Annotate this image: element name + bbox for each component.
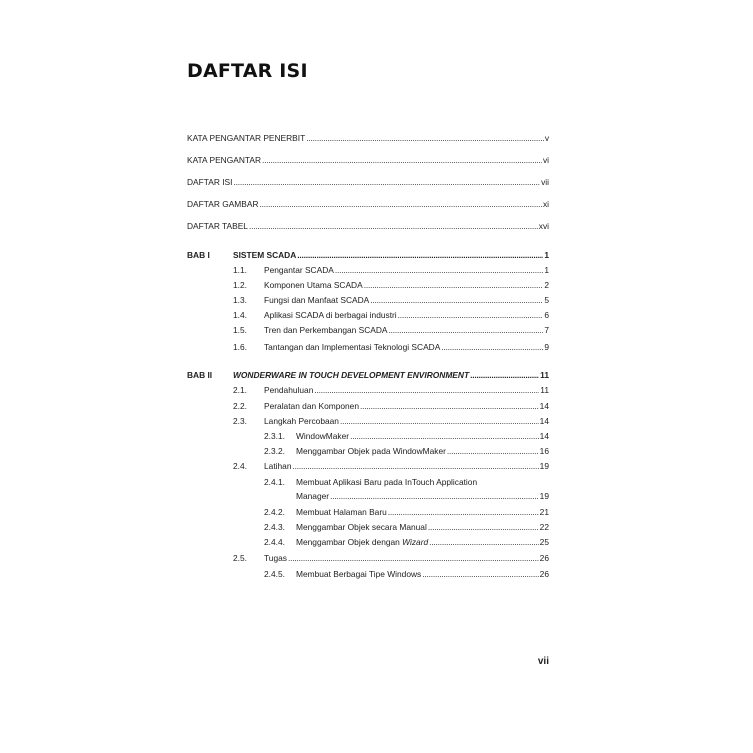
section-number: 1.1. bbox=[233, 265, 247, 275]
section-page: 6 bbox=[544, 310, 549, 320]
leader-dots bbox=[447, 444, 539, 458]
section-page: 2 bbox=[544, 280, 549, 290]
section-page: 26 bbox=[539, 553, 549, 563]
entry-text: KATA PENGANTAR PENERBIT bbox=[187, 133, 306, 143]
leader-dots bbox=[429, 535, 539, 549]
section-number: 1.5. bbox=[233, 325, 247, 335]
toc-section[interactable] bbox=[187, 383, 549, 397]
toc-section[interactable] bbox=[187, 340, 549, 354]
toc-chapter-bab2[interactable] bbox=[187, 368, 549, 382]
section-title: Pendahuluan bbox=[264, 385, 314, 395]
section-title: Tantangan dan Implementasi Teknologi SCADA bbox=[264, 342, 441, 352]
subsection-number: 2.4.1. bbox=[264, 477, 285, 487]
section-title: Langkah Percobaan bbox=[264, 416, 339, 426]
chapter-page: 11 bbox=[540, 370, 549, 380]
entry-text: DAFTAR ISI bbox=[187, 177, 233, 187]
chapter-title: WONDERWARE IN TOUCH DEVELOPMENT ENVIRONMENT bbox=[233, 370, 470, 380]
leader-dots bbox=[470, 368, 539, 382]
section-number: 2.2. bbox=[233, 401, 247, 411]
leader-dots bbox=[233, 175, 540, 189]
leader-dots bbox=[350, 429, 539, 443]
entry-page: v bbox=[544, 133, 549, 143]
section-title: Komponen Utama SCADA bbox=[264, 280, 363, 290]
section-title: Latihan bbox=[264, 461, 292, 471]
section-title: Aplikasi SCADA di berbagai industri bbox=[264, 310, 397, 320]
toc-subsection-continued[interactable] bbox=[187, 489, 549, 503]
toc-section[interactable] bbox=[187, 308, 549, 322]
subsection-title: Membuat Berbagai Tipe Windows bbox=[296, 569, 422, 579]
entry-text: DAFTAR GAMBAR bbox=[187, 199, 259, 209]
toc-entry-front[interactable] bbox=[187, 131, 549, 145]
toc-section[interactable] bbox=[187, 278, 549, 292]
toc-section[interactable] bbox=[187, 414, 549, 428]
entry-text: KATA PENGANTAR bbox=[187, 155, 261, 165]
section-title: Peralatan dan Komponen bbox=[264, 401, 359, 411]
subsection-number: 2.4.2. bbox=[264, 507, 285, 517]
subsection-title: Menggambar Objek secara Manual bbox=[296, 522, 427, 532]
section-number: 1.4. bbox=[233, 310, 247, 320]
subsection-title: Menggambar Objek pada WindowMaker bbox=[296, 446, 446, 456]
leader-dots bbox=[288, 551, 539, 565]
toc-entry-front[interactable] bbox=[187, 197, 549, 211]
section-page: 9 bbox=[544, 342, 549, 352]
leader-dots bbox=[364, 278, 544, 292]
leader-dots bbox=[428, 520, 539, 534]
leader-dots bbox=[260, 197, 542, 211]
subsection-title: WindowMaker bbox=[296, 431, 350, 441]
leader-dots bbox=[370, 293, 543, 307]
subsection-number: 2.3.2. bbox=[264, 446, 285, 456]
leader-dots bbox=[398, 308, 544, 322]
page-title: DAFTAR ISI bbox=[187, 60, 308, 82]
subsection-title: Membuat Halaman Baru bbox=[296, 507, 387, 517]
toc-entry-front[interactable] bbox=[187, 153, 549, 167]
subsection-title-part: Menggambar Objek dengan bbox=[296, 537, 403, 547]
toc-subsection[interactable] bbox=[187, 520, 549, 534]
toc-section[interactable] bbox=[187, 323, 549, 337]
toc-entry-front[interactable] bbox=[187, 219, 549, 233]
section-number: 1.6. bbox=[233, 342, 247, 352]
toc-section[interactable] bbox=[187, 293, 549, 307]
section-page: 1 bbox=[544, 265, 549, 275]
toc-subsection[interactable] bbox=[187, 567, 549, 581]
section-number: 1.2. bbox=[233, 280, 247, 290]
subsection-title-cont: Manager bbox=[296, 491, 330, 501]
section-number: 2.3. bbox=[233, 416, 247, 426]
section-title: Tugas bbox=[264, 553, 287, 563]
leader-dots bbox=[422, 567, 538, 581]
leader-dots bbox=[388, 505, 539, 519]
leader-dots bbox=[306, 131, 544, 145]
entry-page: vi bbox=[542, 155, 549, 165]
section-title: Pengantar SCADA bbox=[264, 265, 334, 275]
entry-text: DAFTAR TABEL bbox=[187, 221, 248, 231]
leader-dots bbox=[292, 459, 538, 473]
subsection-page: 19 bbox=[539, 491, 549, 501]
toc-chapter-bab1[interactable] bbox=[187, 248, 549, 262]
page-number: vii bbox=[537, 656, 549, 667]
leader-dots bbox=[360, 399, 539, 413]
toc-subsection[interactable] bbox=[187, 535, 549, 549]
subsection-number: 2.4.5. bbox=[264, 569, 285, 579]
section-number: 1.3. bbox=[233, 295, 247, 305]
chapter-label: BAB I bbox=[187, 250, 210, 260]
leader-dots bbox=[389, 323, 544, 337]
toc-subsection[interactable] bbox=[187, 475, 549, 489]
toc-subsection[interactable] bbox=[187, 505, 549, 519]
entry-page: xvi bbox=[538, 221, 549, 231]
leader-dots bbox=[340, 414, 539, 428]
section-number: 2.1. bbox=[233, 385, 247, 395]
section-number: 2.4. bbox=[233, 461, 247, 471]
subsection-page: 16 bbox=[539, 446, 549, 456]
section-title: Tren dan Perkembangan SCADA bbox=[264, 325, 388, 335]
subsection-page: 22 bbox=[539, 522, 549, 532]
toc-section[interactable] bbox=[187, 399, 549, 413]
subsection-page: 26 bbox=[539, 569, 549, 579]
toc-entry-front[interactable] bbox=[187, 175, 549, 189]
leader-dots bbox=[441, 340, 543, 354]
entry-page: vii bbox=[541, 177, 549, 187]
chapter-page: 1 bbox=[544, 250, 549, 260]
chapter-title: SISTEM SCADA bbox=[233, 250, 297, 260]
toc-subsection[interactable] bbox=[187, 429, 549, 443]
section-page: 14 bbox=[539, 416, 549, 426]
toc-subsection[interactable] bbox=[187, 444, 549, 458]
subsection-title-italic: Wizard bbox=[402, 537, 429, 547]
subsection-page: 21 bbox=[539, 507, 549, 517]
subsection-title: Membuat Aplikasi Baru pada InTouch Application bbox=[296, 477, 478, 487]
subsection-page: 25 bbox=[539, 537, 549, 547]
leader-dots bbox=[335, 263, 543, 277]
chapter-label: BAB II bbox=[187, 370, 213, 380]
section-page: 5 bbox=[544, 295, 549, 305]
toc-section[interactable] bbox=[187, 551, 549, 565]
section-page: 11 bbox=[540, 385, 549, 395]
leader-dots bbox=[314, 383, 539, 397]
leader-dots bbox=[297, 248, 543, 262]
leader-dots bbox=[262, 153, 542, 167]
subsection-number: 2.3.1. bbox=[264, 431, 285, 441]
leader-dots bbox=[330, 489, 539, 503]
leader-dots bbox=[249, 219, 538, 233]
section-page: 14 bbox=[539, 401, 549, 411]
subsection-page: 14 bbox=[539, 431, 549, 441]
subsection-number: 2.4.4. bbox=[264, 537, 285, 547]
toc-section[interactable] bbox=[187, 263, 549, 277]
subsection-title bbox=[296, 535, 428, 549]
toc-section[interactable] bbox=[187, 459, 549, 473]
section-page: 19 bbox=[539, 461, 549, 471]
subsection-number: 2.4.3. bbox=[264, 522, 285, 532]
section-page: 7 bbox=[544, 325, 549, 335]
section-title: Fungsi dan Manfaat SCADA bbox=[264, 295, 370, 305]
entry-page: xi bbox=[542, 199, 549, 209]
section-number: 2.5. bbox=[233, 553, 247, 563]
